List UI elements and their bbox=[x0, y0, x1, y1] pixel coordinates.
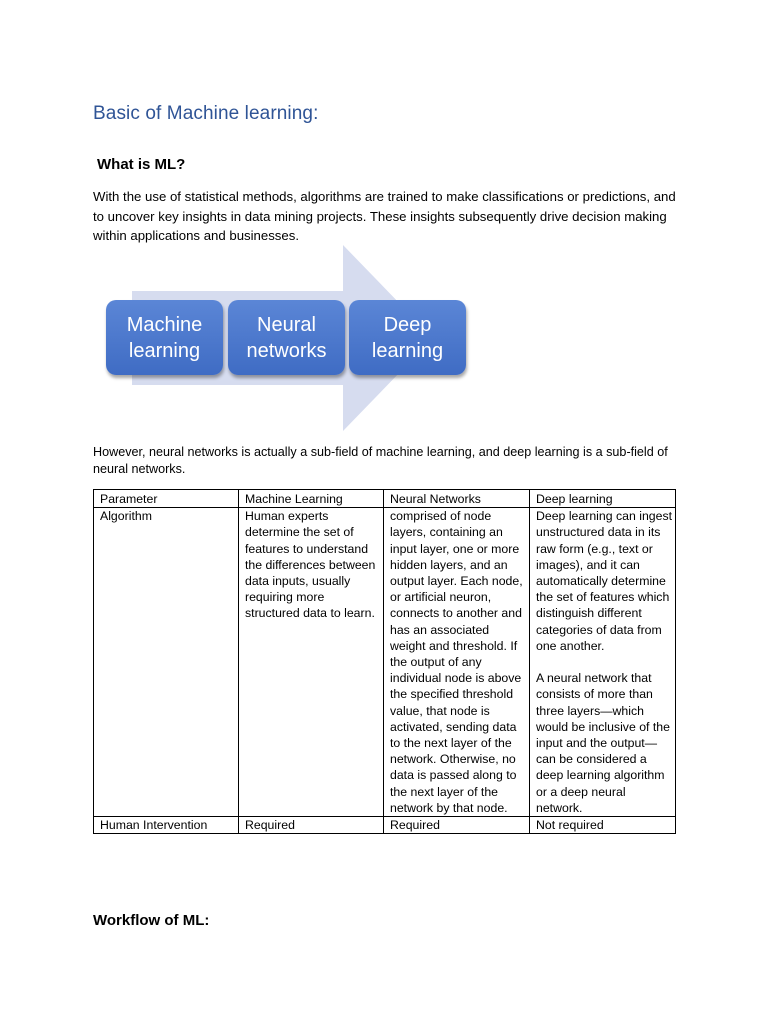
ml-hierarchy-diagram bbox=[103, 243, 473, 433]
page-title: Basic of Machine learning: bbox=[93, 103, 319, 124]
table-header-cell: Deep learning bbox=[530, 490, 676, 508]
hierarchy-explanation-paragraph: However, neural networks is actually a sub-field of machine learning, and deep learning is a sub-field of neural networks. bbox=[93, 445, 668, 476]
table-cell: Algorithm bbox=[94, 508, 239, 817]
table-cell: Required bbox=[384, 817, 530, 834]
table-cell: Deep learning can ingest unstructured data in its raw form (e.g., text or images), and it can automatically determine the set of features which distinguish different categories of data from one another. A neural network that consists of more than three layers—which would be inclusive of the input and the output—can be considered a deep learning algorithm or a deep neural network. bbox=[530, 508, 676, 817]
table-cell: comprised of node layers, containing an input layer, one or more hidden layers, and an output layer. Each node, or artificial neuron, connects to another and has an associated weight and threshold. If the output of any individual node is above the specified threshold value, that node is activated, sending data to the next layer of the network. Otherwise, no data is passed along to the next layer of the network by that node. bbox=[384, 508, 530, 817]
comparison-table bbox=[93, 489, 676, 834]
table-cell: Human Intervention bbox=[94, 817, 239, 834]
table-header-cell: Machine Learning bbox=[239, 490, 384, 508]
section-heading-what-is-ml: What is ML? bbox=[97, 156, 186, 173]
diagram-box-deep-learning: Deep learning bbox=[349, 300, 466, 375]
diagram-box-machine-learning: Machine learning bbox=[106, 300, 223, 375]
table-cell: Required bbox=[239, 817, 384, 834]
table-row bbox=[94, 817, 676, 834]
table-header-row bbox=[94, 490, 676, 508]
table-header-cell: Neural Networks bbox=[384, 490, 530, 508]
table-cell: Not required bbox=[530, 817, 676, 834]
table-row bbox=[94, 508, 676, 817]
section-heading-workflow: Workflow of ML: bbox=[93, 912, 210, 929]
table-header-cell: Parameter bbox=[94, 490, 239, 508]
diagram-box-neural-networks: Neural networks bbox=[228, 300, 345, 375]
intro-paragraph: With the use of statistical methods, algorithms are trained to make classifications or predictions, and to uncover key insights in data mining projects. These insights subsequently drive decision making within applications and businesses. bbox=[93, 189, 676, 243]
table-cell: Human experts determine the set of features to understand the differences between data inputs, usually requiring more structured data to learn. bbox=[239, 508, 384, 817]
